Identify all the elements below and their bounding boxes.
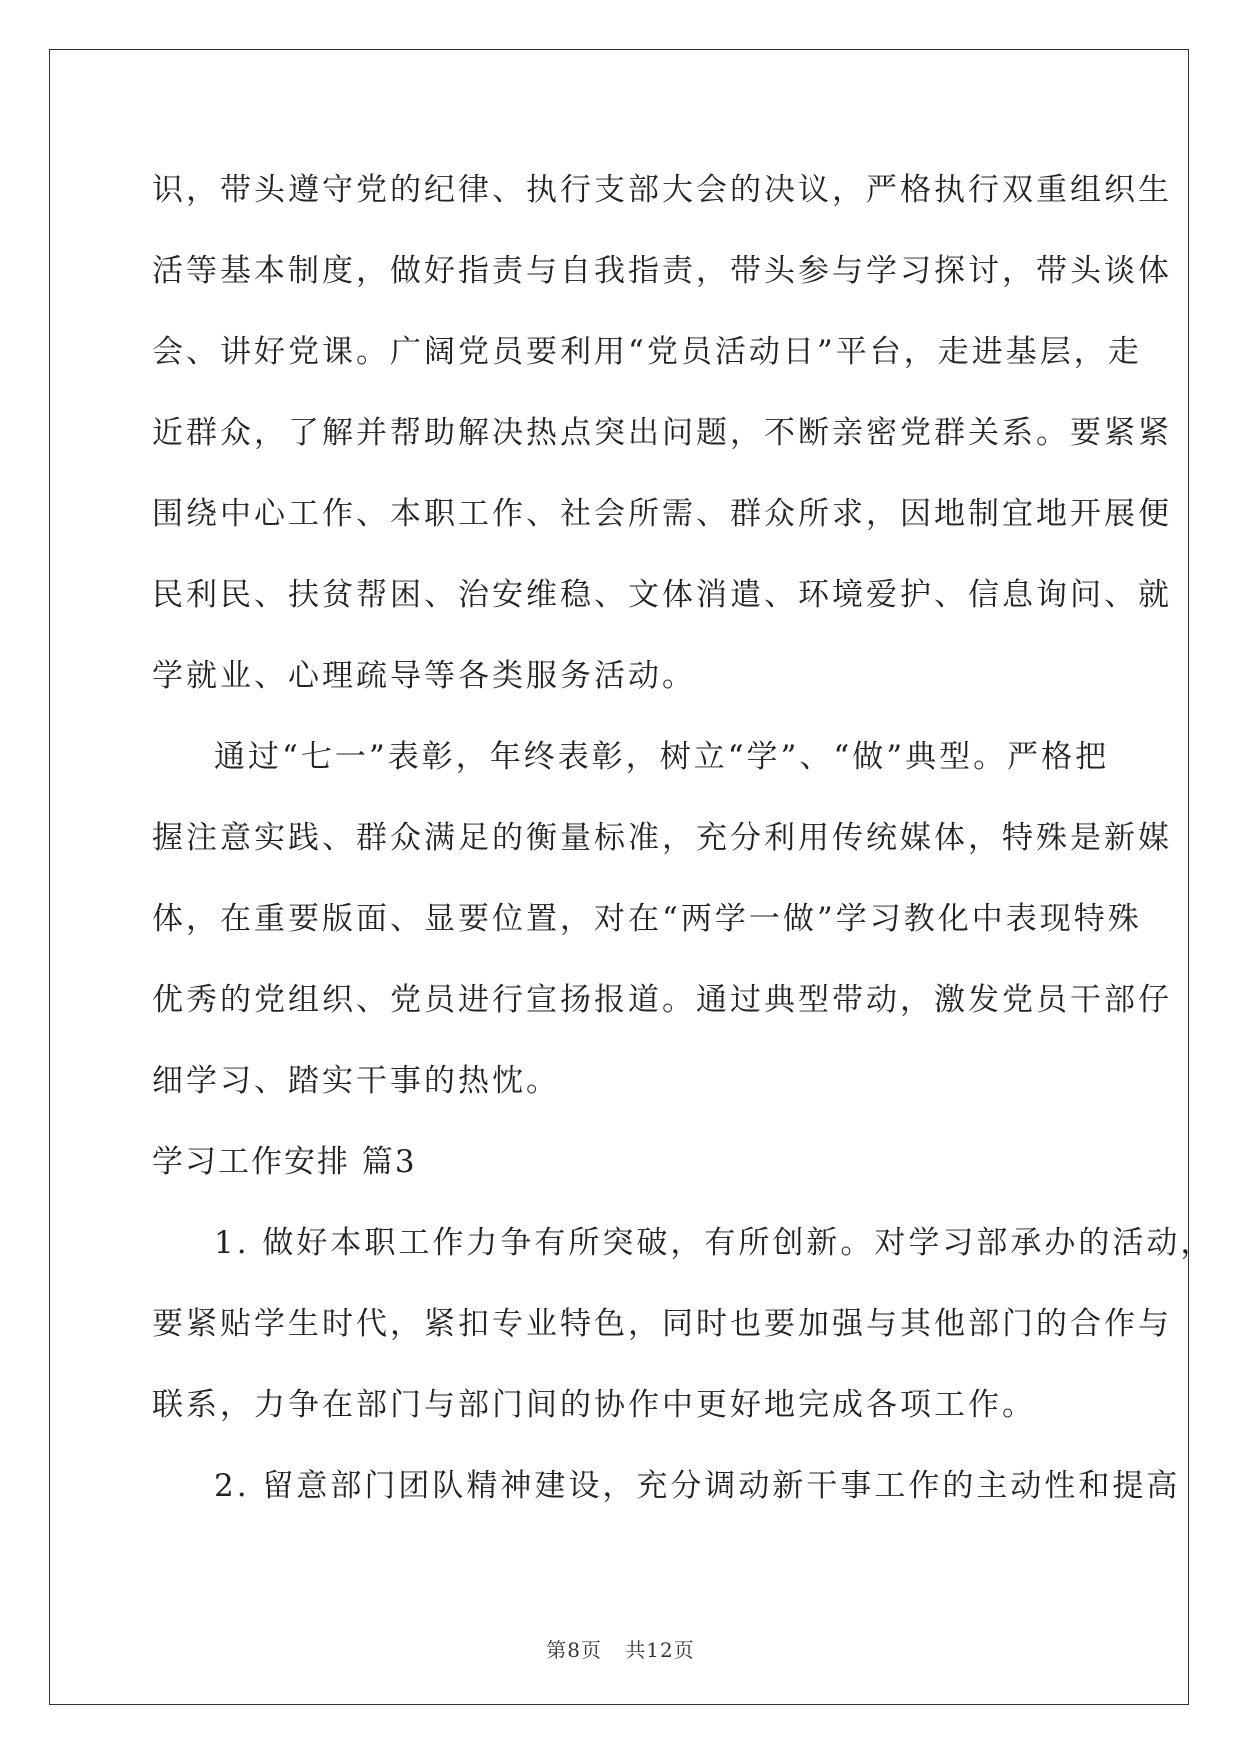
text-line: 细学习、踏实干事的热忱。 bbox=[152, 1063, 560, 1099]
document-body bbox=[152, 150, 1215, 1527]
paragraph-first-line: 通过“七一”表彰，年终表彰，树立“学”、“做”典型。严格把 bbox=[214, 739, 1110, 775]
text-line: 会、讲好党课。广阔党员要利用“党员活动日”平台，走进基层，走 bbox=[152, 334, 1142, 370]
text-line: 活等基本制度，做好指责与自我指责，带头参与学习探讨，带头谈体 bbox=[152, 253, 1172, 289]
text-line: 体，在重要版面、显要位置，对在“两学一做”学习教化中表现特殊 bbox=[152, 901, 1142, 937]
page-total: 共12页 bbox=[625, 1638, 695, 1662]
text-line: 要紧贴学生时代，紧扣专业特色，同时也要加强与其他部门的合作与 bbox=[152, 1306, 1172, 1342]
text-line: 识，带头遵守党的纪律、执行支部大会的决议，严格执行双重组织生 bbox=[152, 172, 1172, 208]
text-line: 优秀的党组织、党员进行宣扬报道。通过典型带动，激发党员干部仔 bbox=[152, 982, 1172, 1018]
text-line: 围绕中心工作、本职工作、社会所需、群众所求，因地制宜地开展便 bbox=[152, 496, 1172, 532]
text-line: 近群众，了解并帮助解决热点突出问题，不断亲密党群关系。要紧紧 bbox=[152, 415, 1172, 451]
text-line: 握注意实践、群众满足的衡量标准，充分利用传统媒体，特殊是新媒 bbox=[152, 820, 1172, 856]
list-item-first-line: 1. 做好本职工作力争有所突破，有所创新。对学习部承办的活动， bbox=[214, 1225, 1215, 1261]
page-number: 第8页 bbox=[546, 1638, 602, 1662]
text-line: 联系，力争在部门与部门间的协作中更好地完成各项工作。 bbox=[152, 1387, 1036, 1423]
list-item-first-line: 2. 留意部门团队精神建设，充分调动新干事工作的主动性和提高 bbox=[214, 1468, 1181, 1504]
page-footer bbox=[0, 1634, 1241, 1663]
text-line: 民利民、扶贫帮困、治安维稳、文体消遣、环境爱护、信息询问、就 bbox=[152, 577, 1172, 613]
section-heading: 学习工作安排 篇3 bbox=[152, 1144, 417, 1180]
text-line: 学就业、心理疏导等各类服务活动。 bbox=[152, 658, 696, 694]
